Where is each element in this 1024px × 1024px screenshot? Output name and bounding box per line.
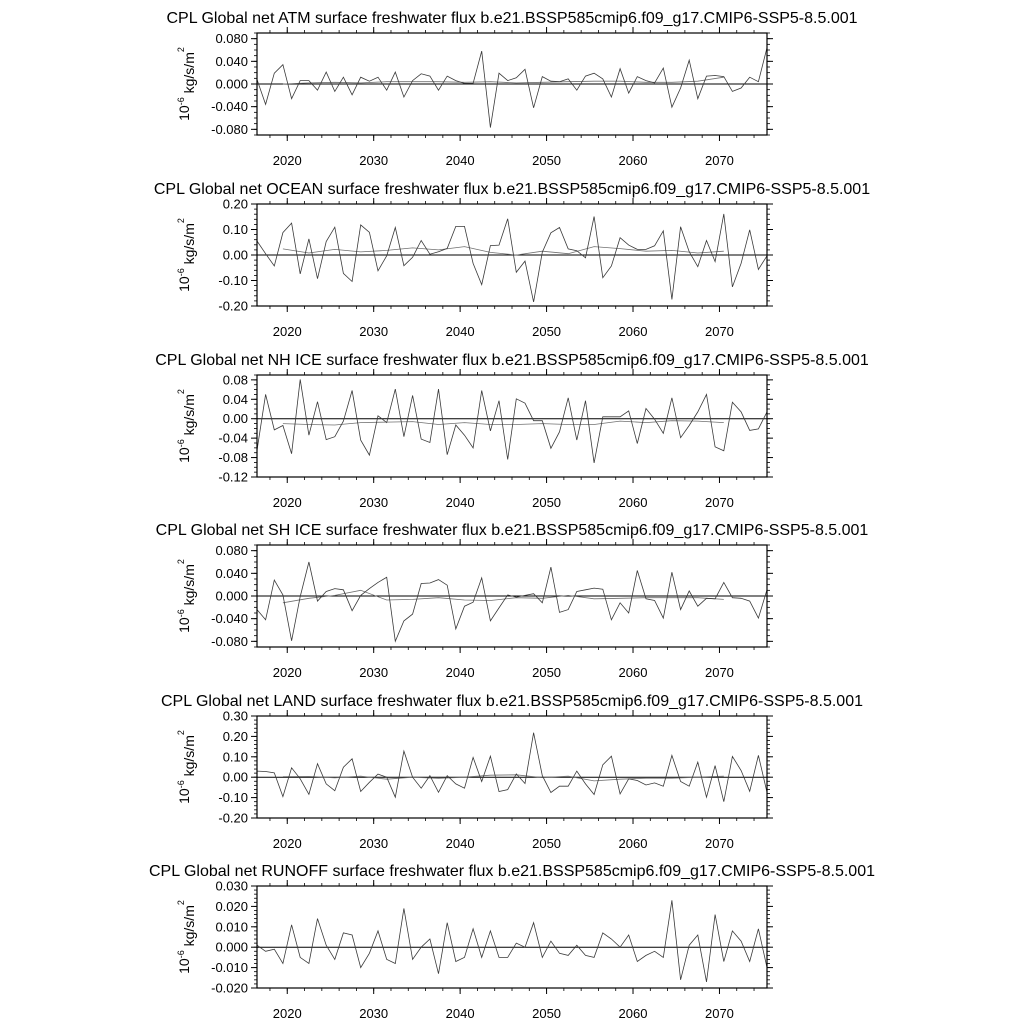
y-axis-label-unit-exp: 2 [176,900,186,906]
annual-series-line [257,900,767,982]
y-axis-label-unit-exp: 2 [176,47,186,53]
x-tick-label: 2020 [272,1006,302,1021]
annual-series-line [257,48,767,128]
y-tick-label: 0.20 [222,196,248,212]
y-tick-label: 0.010 [215,919,248,935]
x-tick-label: 2040 [445,495,475,510]
x-tick-label: 2050 [532,836,562,851]
y-axis-label-unit-exp: 2 [176,389,186,395]
x-tick-label: 2030 [359,324,389,339]
y-axis-label-unit: kg/s/m [181,735,197,781]
x-tick-label: 2070 [704,836,734,851]
y-tick-label: 0.00 [222,247,248,263]
x-tick-label: 2060 [618,1006,648,1021]
chart-title: CPL Global net RUNOFF surface freshwater flux b.e21.BSSP585cmip6.f09_g17.CMIP6-SSP5-8.5.001 [149,863,875,880]
chart-title: CPL Global net SH ICE surface freshwater flux b.e21.BSSP585cmip6.f09_g17.CMIP6-SSP5-8.5.001 [155,522,869,539]
y-axis-label-base: 10 [176,447,192,463]
y-axis-label-unit: kg/s/m [181,223,197,269]
y-tick-label: 0.30 [222,708,248,724]
y-axis-label-exp: -6 [176,780,186,789]
y-axis-label [176,730,197,804]
annual-series-line [257,733,767,802]
chart-title: CPL Global net ATM surface freshwater flux b.e21.BSSP585cmip6.f09_g17.CMIP6-SSP5-8.5.001 [166,10,858,27]
x-tick-label: 2050 [532,324,562,339]
x-tick-label: 2060 [618,665,648,680]
y-tick-label: 0.10 [222,222,248,237]
x-tick-label: 2020 [272,836,302,851]
x-tick-label: 2030 [359,836,389,851]
plot-frame [257,716,767,818]
y-tick-label: -0.20 [218,298,248,314]
y-axis-label-unit: kg/s/m [181,905,197,951]
y-axis-label-unit: kg/s/m [181,52,197,98]
y-tick-label: -0.04 [218,430,248,446]
y-tick-label: -0.20 [218,810,248,826]
y-tick-label: -0.080 [211,121,248,137]
x-tick-label: 2070 [704,324,734,339]
y-tick-label: -0.10 [218,273,248,288]
y-axis-label-unit: kg/s/m [181,394,197,440]
x-tick-label: 2070 [704,495,734,510]
y-tick-label: 0.040 [215,53,248,69]
x-tick-label: 2050 [532,153,562,168]
y-axis-label [176,559,197,633]
x-tick-label: 2020 [272,324,302,339]
y-tick-label: -0.040 [211,611,248,627]
x-tick-label: 2020 [272,495,302,510]
x-tick-label: 2070 [704,1006,734,1021]
chart-title: CPL Global net LAND surface freshwater flux b.e21.BSSP585cmip6.f09_g17.CMIP6-SSP5-8.5.001 [160,693,864,710]
y-axis-label-unit: kg/s/m [181,564,197,610]
x-tick-label: 2050 [532,1006,562,1021]
y-axis-label-base: 10 [176,958,192,974]
y-tick-label: 0.20 [222,728,248,744]
x-tick-label: 2070 [704,665,734,680]
chart-panel-1 [166,10,857,168]
y-axis-label-exp: -6 [176,439,186,448]
x-tick-label: 2040 [445,665,475,680]
x-tick-label: 2040 [445,836,475,851]
y-tick-label: -0.040 [211,99,248,115]
y-tick-label: -0.080 [211,633,248,649]
y-axis-label [176,218,197,292]
chart-panel-4 [156,522,869,680]
x-tick-label: 2030 [359,495,389,510]
y-tick-label: 0.000 [215,76,248,92]
y-tick-label: -0.010 [211,960,248,976]
x-tick-label: 2060 [618,495,648,510]
y-tick-label: 0.080 [215,31,248,47]
y-tick-label: 0.00 [222,411,248,427]
y-tick-label: 0.000 [215,939,248,955]
y-tick-label: 0.10 [222,749,248,765]
chart-title: CPL Global net NH ICE surface freshwater flux b.e21.BSSP585cmip6.f09_g17.CMIP6-SSP5-8.5.001 [155,352,869,369]
y-tick-label: 0.020 [215,898,248,914]
x-tick-label: 2060 [618,836,648,851]
y-axis-label-base: 10 [176,276,192,292]
y-axis-label-unit-exp: 2 [176,218,186,224]
x-tick-label: 2020 [272,153,302,168]
y-axis-label-base: 10 [176,617,192,633]
y-tick-label: 0.04 [222,391,248,407]
plot-frame [257,886,767,988]
y-axis-label-unit-exp: 2 [176,559,186,565]
y-axis-label-base: 10 [176,788,192,804]
x-tick-label: 2070 [704,153,734,168]
y-tick-label: 0.08 [222,372,248,388]
y-axis-label-exp: -6 [176,950,186,959]
y-axis-label-exp: -6 [176,97,186,106]
x-tick-label: 2040 [445,153,475,168]
chart-panel-3 [155,352,869,510]
x-tick-label: 2050 [532,665,562,680]
chart-panel-5 [161,693,863,851]
y-tick-label: 0.00 [222,769,248,785]
y-axis-label [176,900,197,974]
x-tick-label: 2030 [359,665,389,680]
y-axis-label-unit-exp: 2 [176,730,186,736]
y-axis-label-exp: -6 [176,609,186,618]
y-axis-label-base: 10 [176,105,192,121]
smoothed-series-line [283,775,724,781]
smoothed-series-line [283,247,724,255]
y-tick-label: -0.10 [218,790,248,806]
chart-title: CPL Global net OCEAN surface freshwater flux b.e21.BSSP585cmip6.f09_g17.CMIP6-SSP5-8.5.001 [153,181,871,198]
x-tick-label: 2030 [359,153,389,168]
plot-frame [257,375,767,477]
y-axis-label [176,389,197,463]
y-tick-label: -0.020 [211,980,248,996]
x-tick-label: 2050 [532,495,562,510]
x-tick-label: 2040 [445,324,475,339]
y-tick-label: 0.040 [215,565,248,581]
y-tick-label: 0.000 [215,588,248,604]
x-tick-label: 2060 [618,324,648,339]
annual-series-line [257,562,767,641]
y-tick-label: -0.12 [218,469,248,485]
y-tick-label: 0.080 [215,543,248,559]
y-axis-label-exp: -6 [176,268,186,277]
x-tick-label: 2030 [359,1006,389,1021]
x-tick-label: 2060 [618,153,648,168]
y-tick-label: -0.08 [218,450,248,466]
y-tick-label: 0.030 [215,878,248,894]
chart-panel-2 [154,181,870,339]
x-tick-label: 2020 [272,665,302,680]
y-axis-label [176,47,197,121]
chart-panel-6 [149,863,875,1021]
x-tick-label: 2040 [445,1006,475,1021]
annual-series-line [257,214,767,302]
